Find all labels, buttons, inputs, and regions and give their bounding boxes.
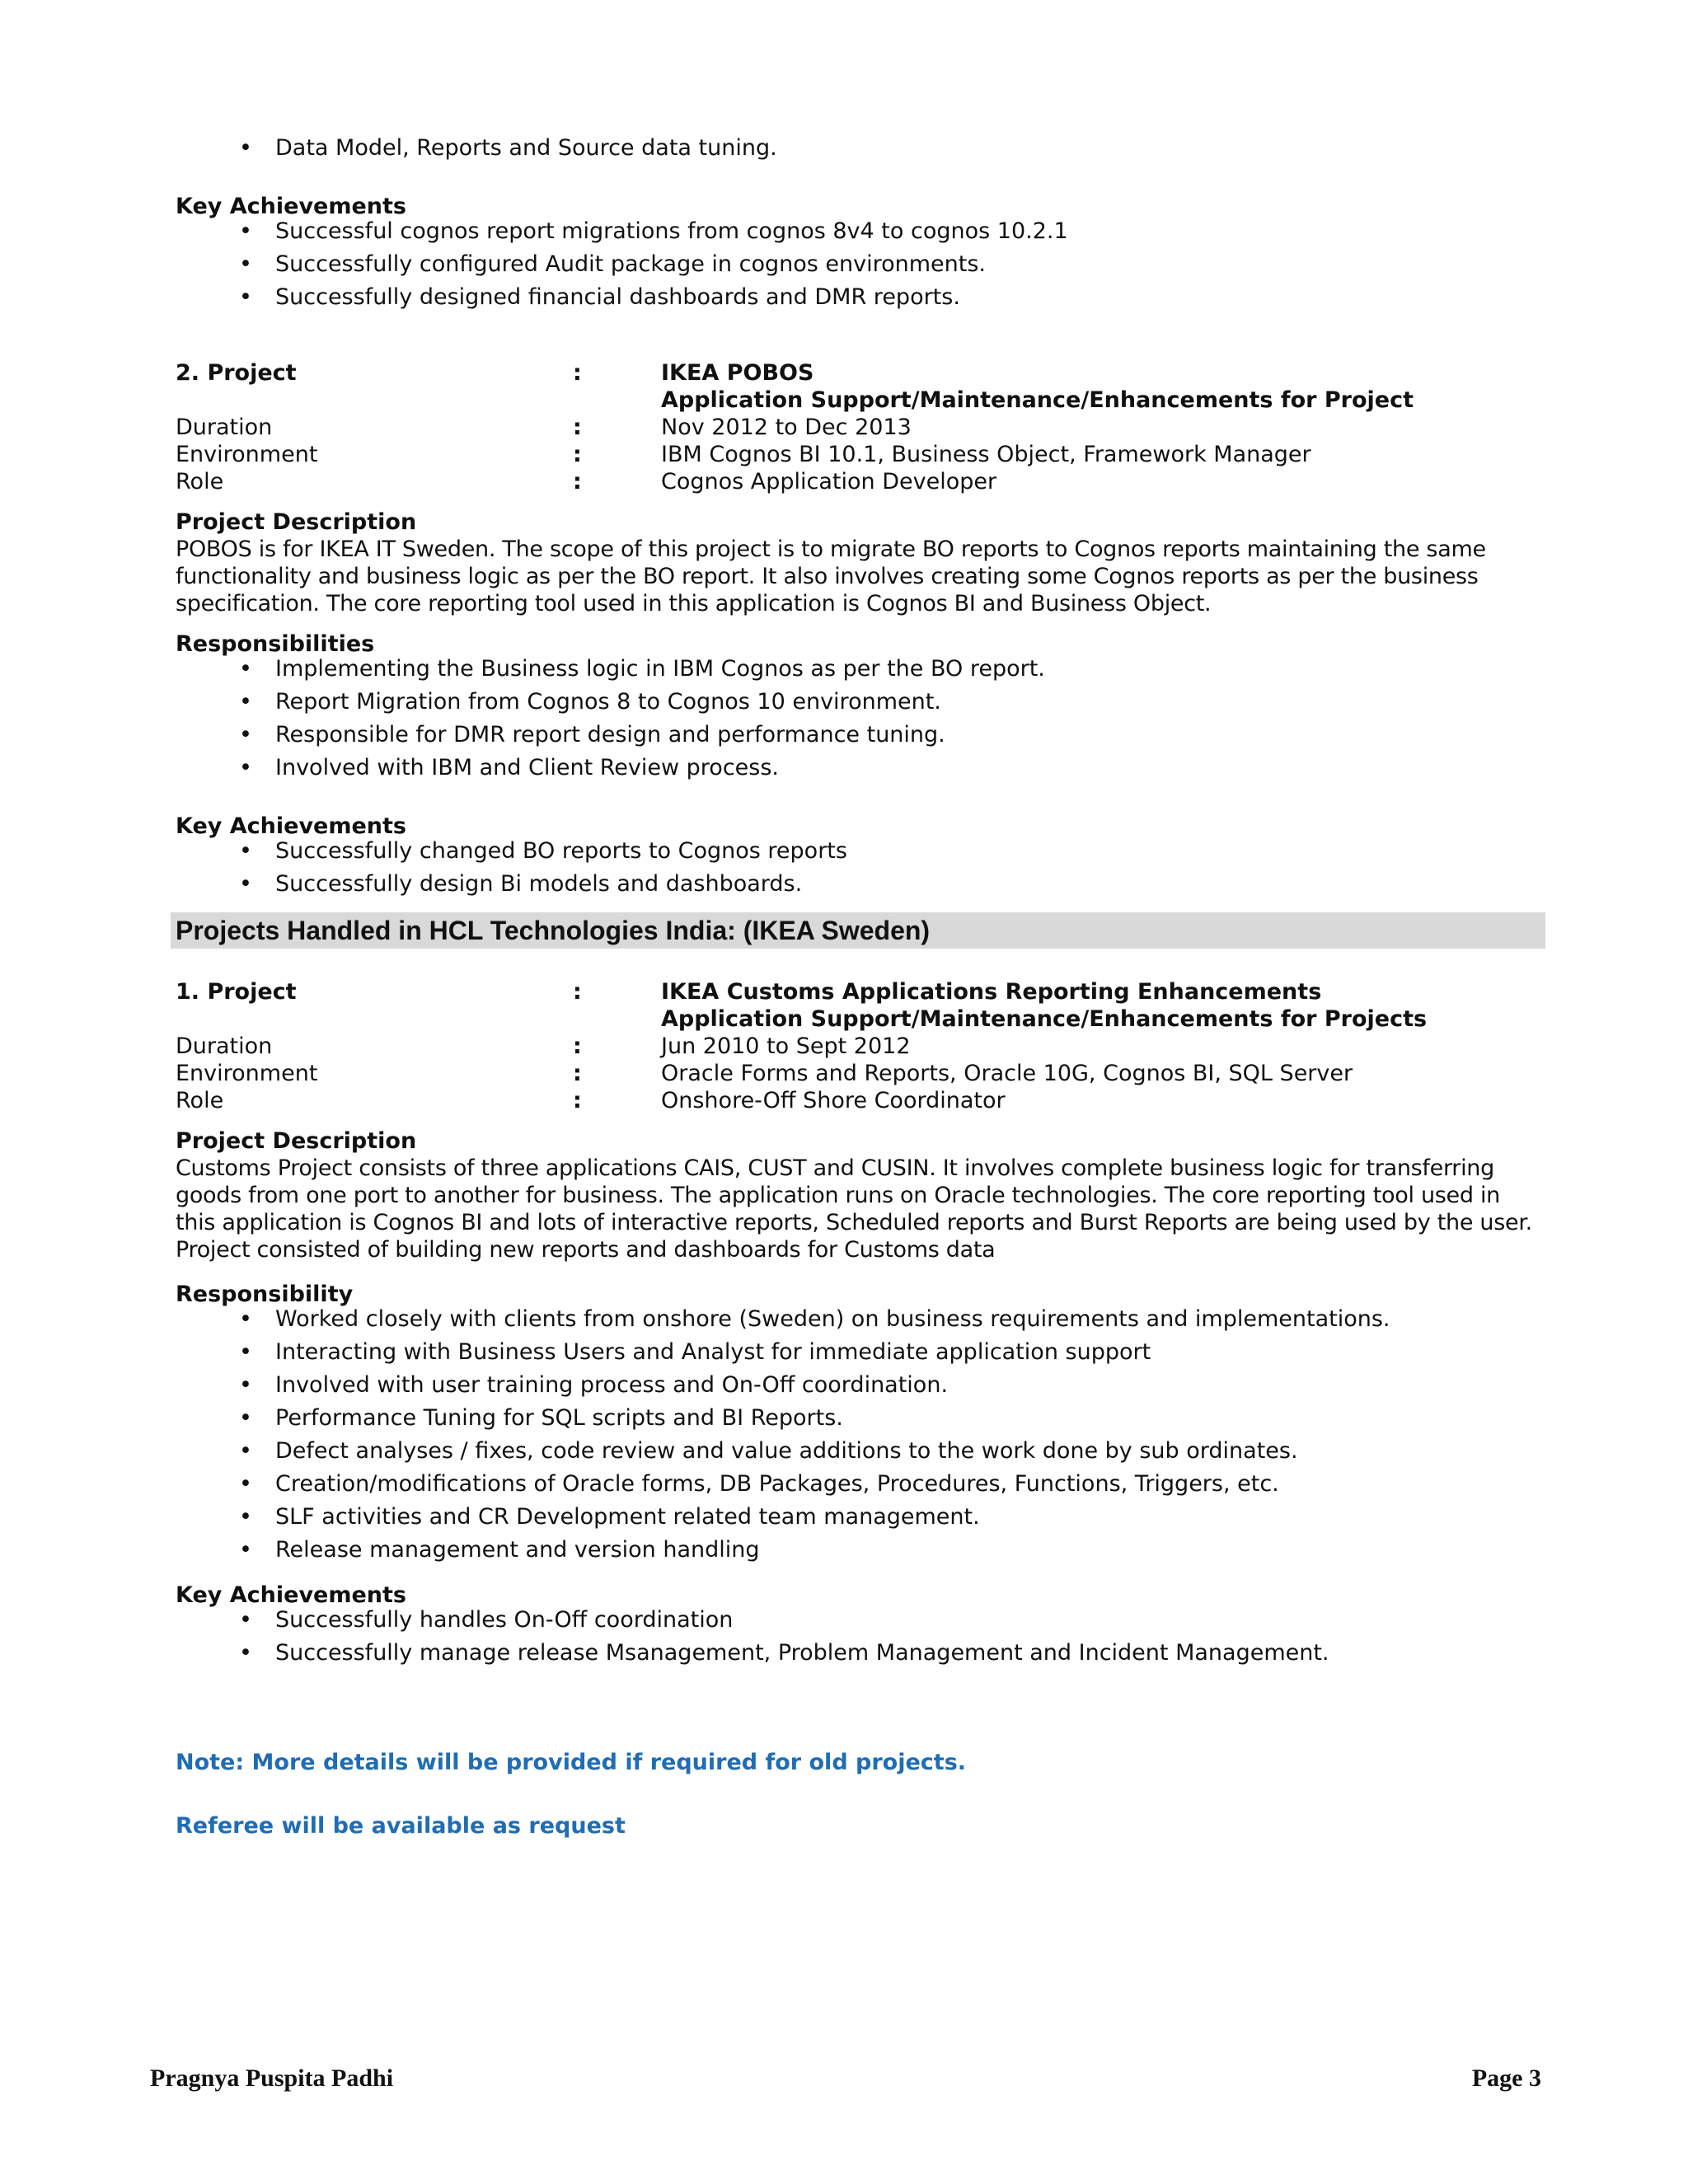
list-item: • Report Migration from Cognos 8 to Cognos 10 environment. bbox=[176, 686, 1545, 719]
role-label: Role bbox=[176, 1088, 224, 1113]
project-description-heading: Project Description bbox=[176, 509, 417, 535]
list-item: • Successfully changed BO reports to Cognos reports bbox=[176, 835, 1545, 868]
colon: : bbox=[573, 1033, 582, 1059]
project-label: 1. Project bbox=[176, 979, 297, 1005]
list-item: • Implementing the Business logic in IBM Cognos as per the BO report. bbox=[176, 653, 1545, 686]
note-referee: Referee will be available as request bbox=[176, 1813, 626, 1839]
top-bullet-list bbox=[176, 132, 1545, 165]
key-achievements-heading: Key Achievements bbox=[176, 1582, 407, 1608]
list-item: • Successfully configured Audit package in cognos environments. bbox=[176, 248, 1545, 281]
key-achievements-list bbox=[176, 835, 1545, 901]
note-old-projects: Note: More details will be provided if required for old projects. bbox=[176, 1750, 967, 1775]
list-item: • Defect analyses / fixes, code review and value additions to the work done by sub ordinates. bbox=[176, 1435, 1545, 1468]
list-item: • Successful cognos report migrations from cognos 8v4 to cognos 10.2.1 bbox=[176, 215, 1545, 248]
project-subtitle: Application Support/Maintenance/Enhancements for Projects bbox=[661, 1006, 1428, 1032]
role-value: Cognos Application Developer bbox=[661, 469, 997, 494]
environment-value: IBM Cognos BI 10.1, Business Object, Framework Manager bbox=[661, 442, 1311, 467]
list-item: • Involved with user training process and On-Off coordination. bbox=[176, 1369, 1545, 1402]
list-item: • Successfully designed financial dashboards and DMR reports. bbox=[176, 281, 1545, 314]
role-value: Onshore-Off Shore Coordinator bbox=[661, 1088, 1006, 1113]
list-item: • Successfully manage release Msanagement, Problem Management and Incident Management. bbox=[176, 1637, 1545, 1670]
footer-page-number: Page 3 bbox=[1471, 2064, 1541, 2092]
key-achievements-heading: Key Achievements bbox=[176, 194, 407, 219]
project-name: IKEA POBOS bbox=[661, 360, 814, 386]
page-content bbox=[176, 132, 1545, 1840]
role-label: Role bbox=[176, 469, 224, 494]
project-label: 2. Project bbox=[176, 360, 297, 386]
list-item: • Performance Tuning for SQL scripts and BI Reports. bbox=[176, 1402, 1545, 1435]
list-item: • Successfully handles On-Off coordination bbox=[176, 1604, 1545, 1637]
list-item: • Interacting with Business Users and Analyst for immediate application support bbox=[176, 1336, 1545, 1369]
environment-label: Environment bbox=[176, 442, 318, 467]
responsibility-heading: Responsibility bbox=[176, 1282, 354, 1307]
project-description: POBOS is for IKEA IT Sweden. The scope of this project is to migrate BO reports to Cognos reports maintaining the same functionality and business logic as per the BO report. It also involves creating some Cognos reports as per the business specification. The core reporting tool used in this application is Cognos BI and Business Object. bbox=[176, 537, 1486, 616]
key-achievements-list bbox=[176, 1604, 1545, 1670]
list-item: • SLF activities and CR Development related team management. bbox=[176, 1501, 1545, 1534]
project-description: Customs Project consists of three applications CAIS, CUST and CUSIN. It involves complete business logic for transferring goods from one port to another for business. The application runs on Oracle technologies. The core reporting tool used in this application is Cognos BI and lots of interactive reports, Scheduled reports and Burst Reports are being used by the user. Project consisted of building new reports and dashboards for Customs data bbox=[176, 1155, 1532, 1263]
colon: : bbox=[573, 442, 582, 467]
project-description-heading: Project Description bbox=[176, 1128, 417, 1154]
duration-value: Nov 2012 to Dec 2013 bbox=[661, 415, 912, 440]
list-item: • Creation/modifications of Oracle forms, DB Packages, Procedures, Functions, Triggers, etc. bbox=[176, 1468, 1545, 1501]
duration-value: Jun 2010 to Sept 2012 bbox=[661, 1033, 911, 1059]
footer-author-name: Pragnya Puspita Padhi bbox=[150, 2064, 394, 2092]
list-item: • Responsible for DMR report design and performance tuning. bbox=[176, 719, 1545, 752]
duration-label: Duration bbox=[176, 415, 273, 440]
duration-label: Duration bbox=[176, 1033, 273, 1059]
list-item: • Data Model, Reports and Source data tuning. bbox=[176, 132, 1545, 165]
project-subtitle: Application Support/Maintenance/Enhancements for Project bbox=[661, 387, 1414, 413]
list-item: • Worked closely with clients from onshore (Sweden) on business requirements and implementations. bbox=[176, 1303, 1545, 1336]
list-item: • Release management and version handling bbox=[176, 1534, 1545, 1567]
list-item: • Involved with IBM and Client Review process. bbox=[176, 752, 1545, 785]
responsibilities-list bbox=[176, 653, 1545, 785]
project1-meta bbox=[176, 978, 1545, 1114]
environment-value: Oracle Forms and Reports, Oracle 10G, Cognos BI, SQL Server bbox=[661, 1061, 1353, 1086]
colon: : bbox=[573, 1088, 582, 1113]
project-name: IKEA Customs Applications Reporting Enhancements bbox=[661, 979, 1322, 1005]
colon: : bbox=[573, 979, 582, 1005]
colon: : bbox=[573, 1061, 582, 1086]
responsibilities-heading: Responsibilities bbox=[176, 631, 375, 657]
project2-meta bbox=[176, 359, 1545, 495]
colon: : bbox=[573, 469, 582, 494]
colon: : bbox=[573, 360, 582, 386]
responsibility-list bbox=[176, 1303, 1545, 1567]
key-achievements-list bbox=[176, 215, 1545, 314]
list-item: • Successfully design Bi models and dashboards. bbox=[176, 868, 1545, 901]
colon: : bbox=[573, 415, 582, 440]
environment-label: Environment bbox=[176, 1061, 318, 1086]
section-banner: Projects Handled in HCL Technologies India: (IKEA Sweden) bbox=[171, 912, 1545, 949]
key-achievements-heading: Key Achievements bbox=[176, 813, 407, 839]
